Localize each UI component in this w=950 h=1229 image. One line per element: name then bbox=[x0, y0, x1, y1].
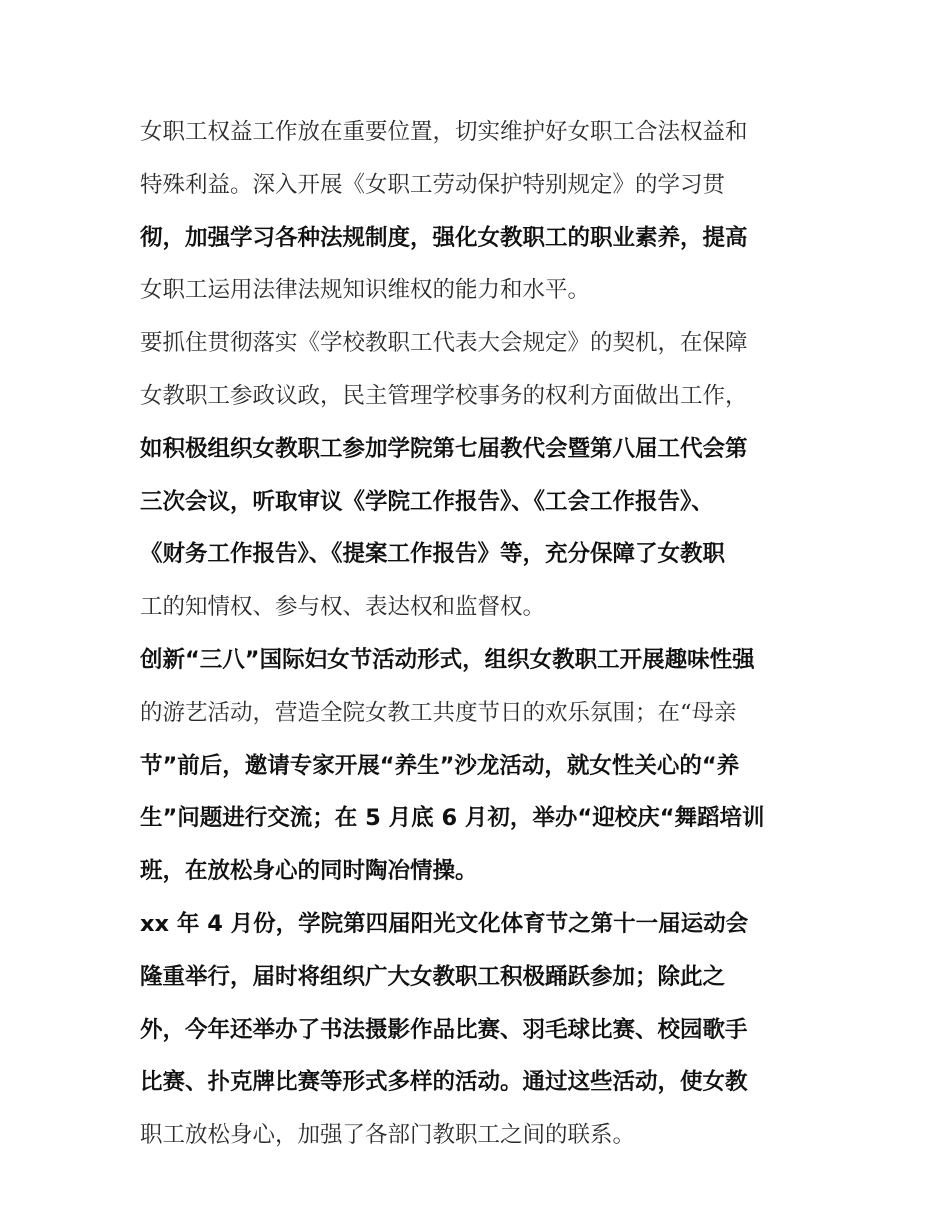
text-line: 《财务工作报告》、《提案工作报告》等，充分保障了女教职 bbox=[140, 541, 726, 568]
text-line: 隆重举行，届时将组织广大女教职工积极踊跃参加；除此之 bbox=[140, 963, 726, 990]
text-line: 班，在放松身心的同时陶冶情操。 bbox=[140, 858, 478, 885]
text-line: 职工放松身心，加强了各部门教职工之间的联系。 bbox=[140, 1122, 636, 1149]
text-line: 外，今年还举办了书法摄影作品比赛、羽毛球比赛、校园歌手 bbox=[140, 1016, 748, 1043]
text-line: 工的知情权、参与权、表达权和监督权。 bbox=[140, 594, 546, 621]
document-body bbox=[140, 106, 820, 1162]
text-line: 女教职工参政议政，民主管理学校事务的权利方面做出工作， bbox=[140, 382, 748, 409]
text-line: 生”问题进行交流；在 5 月底 6 月初，举办“迎校庆“舞蹈培训 bbox=[140, 805, 765, 832]
text-line: 节”前后，邀请专家开展“养生”沙龙活动，就女性关心的“养 bbox=[140, 752, 740, 779]
text-line: 三次会议，听取审议《学院工作报告》、《工会工作报告》、 bbox=[140, 488, 714, 515]
text-line: 如积极组织女教职工参加学院第七届教代会暨第八届工代会第 bbox=[140, 435, 748, 462]
text-line: 女职工权益工作放在重要位置，切实维护好女职工合法权益和 bbox=[140, 119, 748, 145]
text-line: 的游艺活动，营造全院女教工共度节日的欢乐氛围；在“母亲 bbox=[140, 699, 737, 726]
text-line: 创新“三八”国际妇女节活动形式，组织女教职工开展趣味性强 bbox=[140, 646, 755, 673]
text-line: 特殊利益。深入开展《女职工劳动保护特别规定》的学习贯 bbox=[140, 171, 726, 198]
text-line: 比赛、扑克牌比赛等形式多样的活动。通过这些活动，使女教 bbox=[140, 1069, 748, 1096]
text-line: 女职工运用法律法规知识维权的能力和水平。 bbox=[140, 277, 591, 304]
text-line: xx 年 4 月份，学院第四届阳光文化体育节之第十一届运动会 bbox=[140, 910, 749, 937]
text-line: 彻，加强学习各种法规制度，强化女教职工的职业素养，提高 bbox=[140, 224, 748, 251]
text-line: 要抓住贯彻落实《学校教职工代表大会规定》的契机，在保障 bbox=[140, 330, 748, 357]
